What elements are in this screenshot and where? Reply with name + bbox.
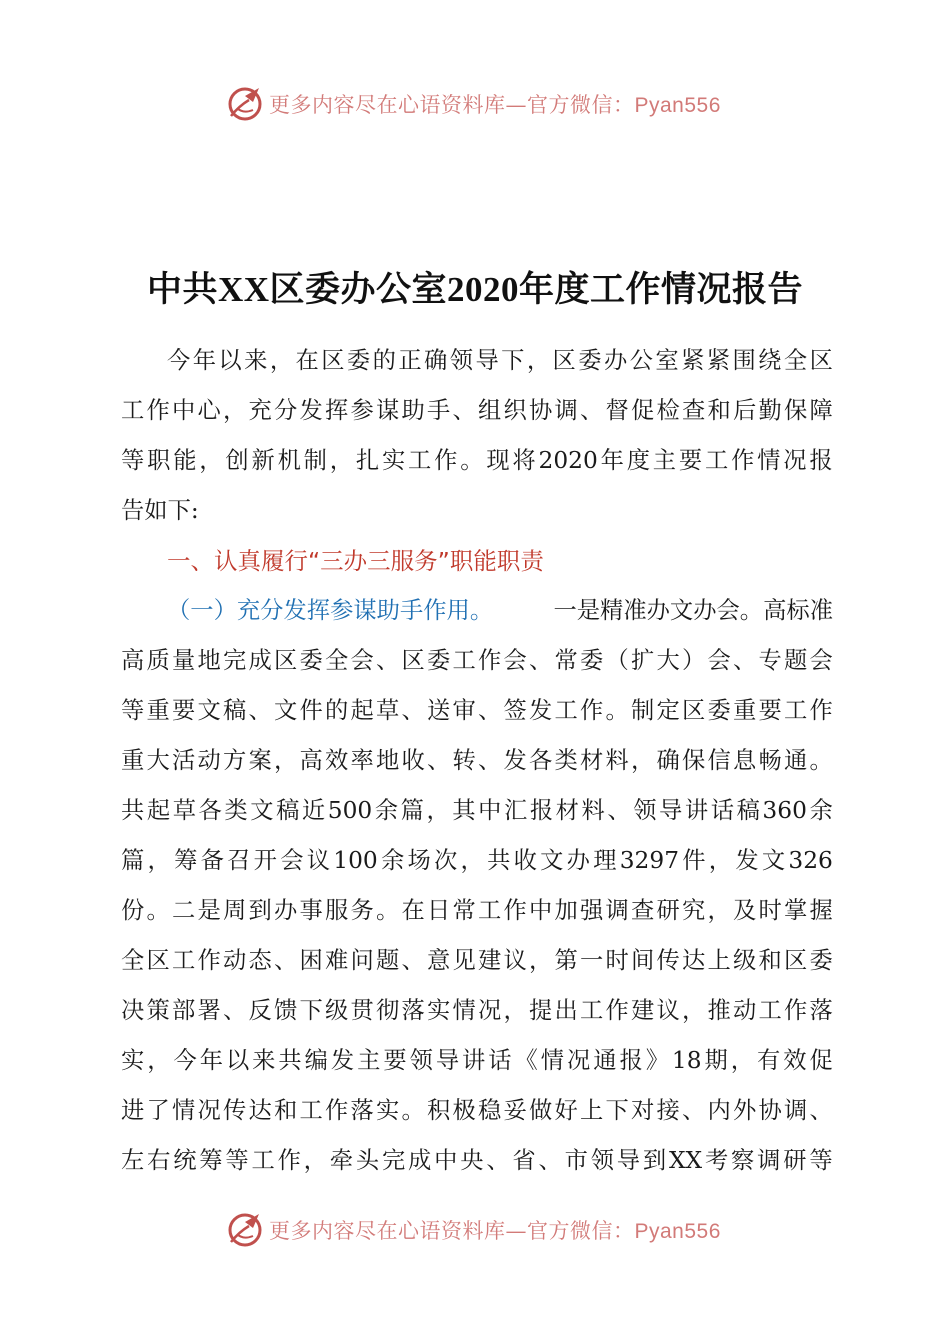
document-body [121, 336, 833, 1186]
body-line: 高 质 量 地 完 成 区 委 全 会 、 区 委 工 作 会 、 常 委 （ 扩 大 ） 会 、 专 题 会 [121, 647, 833, 674]
header-banner-text: 更多内容尽在心语资料库—官方微信：Pyan556 [269, 93, 721, 117]
subsection-first-line-text: 一是精准办文办会。高标准 [553, 597, 833, 624]
intro-line: 告如下: [121, 497, 199, 524]
header-banner [225, 82, 745, 126]
subsection-label: （一）充分发挥参谋助手作用。 [167, 597, 494, 624]
body-line: 篇 ， 筹 备 召 开 会 议 100 余 场 次 ， 共 收 文 办 理 3297 件 ， 发 文 326 [121, 847, 833, 874]
intro-line: 今 年 以 来 ， 在 区 委 的 正 确 领 导 下 ， 区 委 办 公 室 紧 紧 围 绕 全 区 [167, 347, 833, 374]
intro-line: 工 作 中 心 ， 充 分 发 挥 参 谋 助 手 、 组 织 协 调 、 督 促 检 查 和 后 勤 保 障 [121, 397, 833, 424]
body-line: 共 起 草 各 类 文 稿 近 500 余 篇 ， 其 中 汇 报 材 料 、 领 导 讲 话 稿 360 余 [121, 797, 833, 824]
body-line: 份 。 二 是 周 到 办 事 服 务 。 在 日 常 工 作 中 加 强 调 查 研 究 ， 及 时 掌 握 [121, 897, 833, 924]
footer-banner-text: 更多内容尽在心语资料库—官方微信：Pyan556 [269, 1219, 721, 1243]
section-heading: 一、认真履行“三办三服务”职能职责 [167, 547, 544, 575]
body-line: 实 ， 今 年 以 来 共 编 发 主 要 领 导 讲 话 《 情 况 通 报 》 18 期 ， 有 效 促 [121, 1047, 833, 1074]
body-line: 决 策 部 署 、 反 馈 下 级 贯 彻 落 实 情 况 ， 提 出 工 作 建 议 ， 推 动 工 作 落 [121, 997, 833, 1024]
body-line: 进 了 情 况 传 达 和 工 作 落 实 。 积 极 稳 妥 做 好 上 下 对 接 、 内 外 协 调 、 [121, 1097, 833, 1124]
pen-logo-icon [225, 84, 265, 124]
footer-wechat-handle: Pyan556 [634, 1220, 721, 1243]
header-wechat-handle: Pyan556 [634, 94, 721, 117]
document-title: 中共XX区委办公室2020年度工作情况报告 [146, 270, 804, 309]
body-line: 左 右 统 筹 等 工 作 ， 牵 头 完 成 中 央 、 省 、 市 领 导 到 XX 考 察 调 研 等 [121, 1147, 833, 1174]
footer-banner [225, 1208, 745, 1252]
intro-line: 等 职 能 ， 创 新 机 制 ， 扎 实 工 作 。 现 将 2020 年 度 主 要 工 作 情 况 报 [121, 447, 833, 474]
body-line: 全 区 工 作 动 态 、 困 难 问 题 、 意 见 建 议 ， 第 一 时 间 传 达 上 级 和 区 委 [121, 947, 833, 974]
pen-logo-icon [225, 1210, 265, 1250]
body-line: 等 重 要 文 稿 、 文 件 的 起 草 、 送 审 、 签 发 工 作 。 制 定 区 委 重 要 工 作 [121, 697, 833, 724]
subsection-first-line [121, 586, 833, 636]
body-line: 重 大 活 动 方 案 ， 高 效 率 地 收 、 转 、 发 各 类 材 料 ， 确 保 信 息 畅 通 。 [121, 747, 833, 774]
